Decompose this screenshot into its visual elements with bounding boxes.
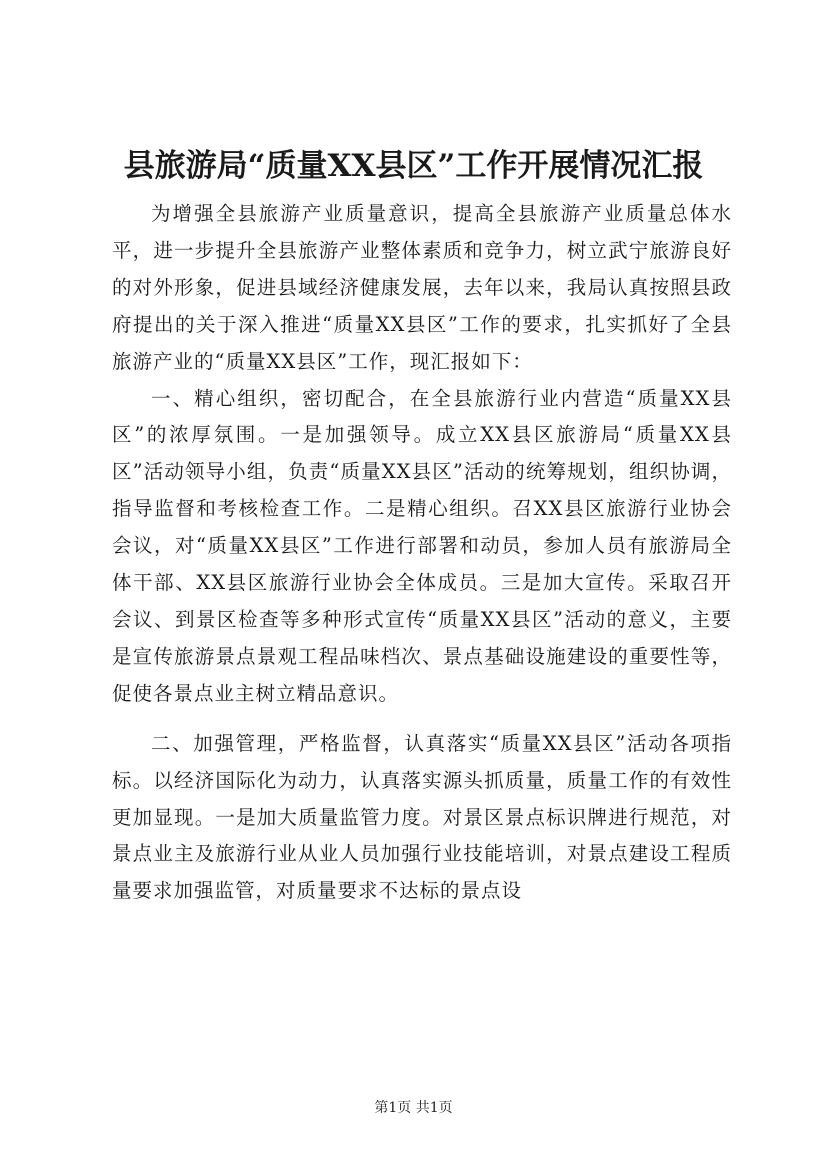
page-number: 第1页 共1页 xyxy=(374,1100,453,1116)
paragraph-intro: 为增强全县旅游产业质量意识，提高全县旅游产业质量总体水平，进一步提升全县旅游产业整体素质和竞争力，树立武宁旅游良好的对外形象，促进县域经济健康发展，去年以来，我局认真按照县政府提出的关于深入推进“质量XX县区”工作的要求，扎实抓好了全县旅游产业的“质量XX县区”工作，现汇报如下： xyxy=(112,202,732,373)
document-body xyxy=(112,196,732,910)
page-title: 县旅游局“质量XX县区”工作开展情况汇报 xyxy=(123,148,704,184)
paragraph-section-2: 二、加强管理，严格监督，认真落实“质量XX县区”活动各项指标。以经济国际化为动力，认真落实源头抓质量，质量工作的有效性更加显现。一是加大质量监管力度。对景区景点标识牌进行规范，对景点业主及旅游行业从业人员加强行业技能培训，对景点建设工程质量要求加强监管，对质量要求不达标的景点设 xyxy=(112,731,732,903)
paragraph-section-1: 一、精心组织，密切配合，在全县旅游行业内营造“质量XX县区”的浓厚氛围。一是加强领导。成立XX县区旅游局“质量XX县区”活动领导小组，负责“质量XX县区”活动的统筹规划，组织协调，指导监督和考核检查工作。二是精心组织。召XX县区旅游行业协会会议，对“质量XX县区”工作进行部署和动员，参加人员有旅游局全体干部、XX县区旅游行业协会全体成员。三是加大宣传。采取召开会议、到景区检查等多种形式宣传“质量XX县区”活动的意义，主要是宣传旅游景点景观工程品味档次、景点基础设施建设的重要性等，促使各景点业主树立精品意识。 xyxy=(112,386,732,705)
